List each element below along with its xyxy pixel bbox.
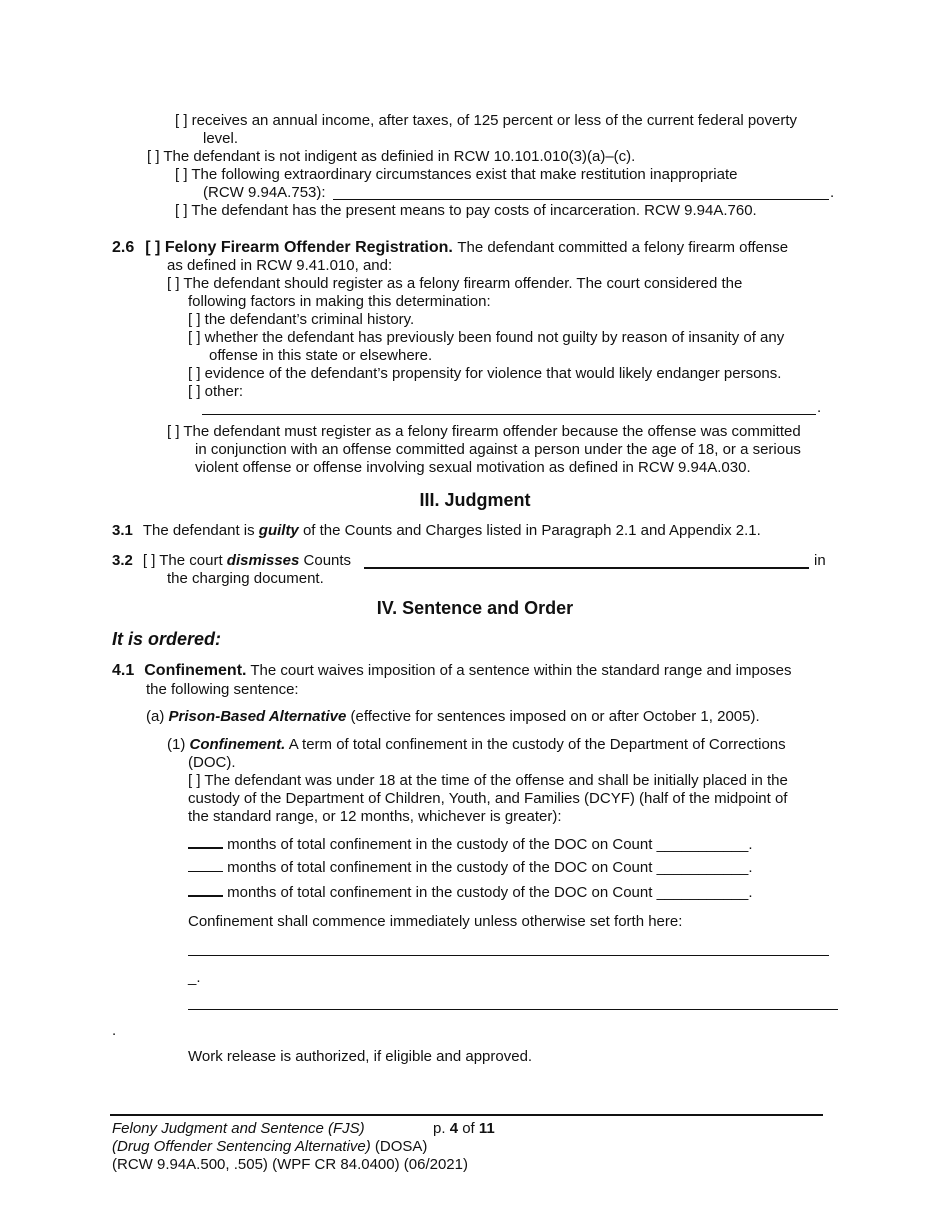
confinement-line2: (DOC). xyxy=(188,754,236,771)
must-register-line2: in conjunction with an offense committed against a person under the age of 18, or a serious xyxy=(195,441,801,458)
factor-other: [ ] other: xyxy=(188,383,244,400)
dismisses-term: dismisses xyxy=(226,552,300,569)
footer-line3: (RCW 9.94A.500, .505) (WPF CR 84.0400) (06/2021) xyxy=(112,1156,468,1173)
must-register-line1: [ ] The defendant must register as a felony firearm offender because the offense was committed xyxy=(167,423,801,440)
section-3-1-post: of the Counts and Charges listed in Paragraph 2.1 and Appendix 2.1. xyxy=(302,522,761,539)
page-num: 4 xyxy=(449,1120,459,1137)
section-3-1 xyxy=(112,522,761,540)
footer-page-number xyxy=(433,1120,495,1138)
factor-propensity: [ ] evidence of the defendant’s propensity for violence that would likely endanger persons. xyxy=(188,365,782,382)
must-register-line3: violent offense or offense involving sexual motivation as defined in RCW 9.94A.030. xyxy=(195,459,751,476)
present-means-checkbox-line: [ ] The defendant has the present means to pay costs of incarceration. RCW 9.94A.760. xyxy=(175,202,757,219)
should-register-line2: following factors in making this determination: xyxy=(188,293,491,310)
work-release-text: Work release is authorized, if eligible and approved. xyxy=(188,1048,533,1065)
factor-insanity-line2: offense in this state or elsewhere. xyxy=(209,347,433,364)
confinement-subitem xyxy=(167,736,786,754)
prison-based-text: (effective for sentences imposed on or after October 1, 2005). xyxy=(350,708,760,725)
section-3-1-pre: The defendant is xyxy=(142,522,255,539)
months-blank[interactable] xyxy=(188,881,223,897)
months-row xyxy=(188,857,753,877)
section-title: Felony Firearm Offender Registration. xyxy=(164,239,453,256)
section-number: 2.6 xyxy=(112,239,135,256)
section-4-1 xyxy=(112,662,792,680)
prison-based-title: Prison-Based Alternative xyxy=(168,708,347,725)
counts-label: Counts xyxy=(303,552,352,569)
section-2-6-heading xyxy=(112,239,788,257)
factor-insanity-line1: [ ] whether the defendant has previously been found not guilty by reason of insanity of any xyxy=(188,329,785,346)
item-label: (1) xyxy=(167,736,186,753)
page-total: 11 xyxy=(478,1120,495,1137)
footer-dosa-italic: (Drug Offender Sentencing Alternative) xyxy=(112,1138,371,1155)
not-indigent-checkbox-line: [ ] The defendant is not indigent as definied in RCW 10.101.010(3)(a)–(c). xyxy=(147,148,636,165)
section-4-1-text: The court waives imposition of a sentence within the standard range and imposes xyxy=(250,662,792,679)
section-number: 4.1 xyxy=(112,662,135,679)
page-prefix: p. xyxy=(433,1120,446,1137)
guilty-term: guilty xyxy=(258,522,299,539)
months-text: months of total confinement in the custody of the DOC on Count xyxy=(227,859,653,876)
extraordinary-checkbox-line: [ ] The following extraordinary circumstances exist that make restitution inappropriate xyxy=(175,166,738,183)
section-3-2-line2: the charging document. xyxy=(167,570,324,587)
extraordinary-checkbox-line2: (RCW 9.94A.753): xyxy=(203,184,326,201)
count-blank[interactable]: ___________. xyxy=(656,859,753,876)
section-2-6-intro-line2: as defined in RCW 9.41.010, and: xyxy=(167,257,393,274)
footer-line2 xyxy=(112,1138,427,1156)
extraordinary-period: . xyxy=(830,184,835,201)
months-blank[interactable] xyxy=(188,833,223,849)
months-text: months of total confinement in the custody of the DOC on Count xyxy=(227,836,653,853)
ordered-text: It is ordered: xyxy=(112,629,222,649)
footer-rule xyxy=(110,1114,823,1116)
footer-form-title xyxy=(112,1120,365,1138)
stray-dot: . xyxy=(112,1022,117,1039)
under-18-line2: custody of the Department of Children, Youth, and Families (DCYF) (half of the midpoint of xyxy=(188,790,788,807)
page-of: of xyxy=(462,1120,475,1137)
commence-text: Confinement shall commence immediately unless otherwise set forth here: xyxy=(188,913,683,930)
stray-underscore: _. xyxy=(188,969,201,986)
confinement-subtext: A term of total confinement in the custody of the Department of Corrections xyxy=(288,736,786,753)
other-period: . xyxy=(817,399,822,416)
extraordinary-blank[interactable] xyxy=(333,199,829,200)
it-is-ordered xyxy=(112,628,221,650)
under-18-line1: [ ] The defendant was under 18 at the time of the offense and shall be initially placed in the xyxy=(188,772,788,789)
section-3-2 xyxy=(112,552,351,570)
section-intro: The defendant committed a felony firearm offense xyxy=(457,239,789,256)
should-register-line1: [ ] The defendant should register as a felony firearm offender. The court considered the xyxy=(167,275,743,292)
months-row xyxy=(188,833,753,854)
confinement-title: Confinement. xyxy=(144,662,247,679)
months-text: months of total confinement in the custody of the DOC on Count xyxy=(227,884,653,901)
section-checkbox[interactable]: [ ] xyxy=(145,239,161,256)
income-checkbox-line2: level. xyxy=(203,130,239,147)
income-checkbox-line: [ ] receives an annual income, after taxes, of 125 percent or less of the current federal poverty xyxy=(175,112,798,129)
form-title: Felony Judgment and Sentence (FJS) xyxy=(112,1120,365,1137)
prison-based-alternative xyxy=(146,708,760,726)
sentence-heading: IV. Sentence and Order xyxy=(376,598,574,618)
commence-blank-2[interactable] xyxy=(188,1009,838,1010)
confinement-subtitle: Confinement. xyxy=(189,736,286,753)
section-3-2-in: in xyxy=(814,552,826,569)
judgment-heading: III. Judgment xyxy=(419,490,531,510)
count-blank[interactable]: ___________. xyxy=(656,884,753,901)
item-label: (a) xyxy=(146,708,165,725)
under-18-line3: the standard range, or 12 months, whichever is greater): xyxy=(188,808,562,825)
count-blank[interactable]: ___________. xyxy=(656,836,753,853)
months-row xyxy=(188,881,753,902)
section-number: 3.1 xyxy=(112,522,133,539)
dismissed-counts-blank[interactable] xyxy=(364,567,809,569)
section-4-1-line2: the following sentence: xyxy=(146,681,299,698)
footer-dosa: (DOSA) xyxy=(374,1138,428,1155)
section-3-2-pre: [ ] The court xyxy=(142,552,223,569)
section-number: 3.2 xyxy=(112,552,133,569)
factor-criminal-history: [ ] the defendant’s criminal history. xyxy=(188,311,415,328)
other-blank[interactable] xyxy=(202,414,816,415)
months-blank[interactable] xyxy=(188,857,223,872)
commence-blank-1[interactable] xyxy=(188,955,829,956)
